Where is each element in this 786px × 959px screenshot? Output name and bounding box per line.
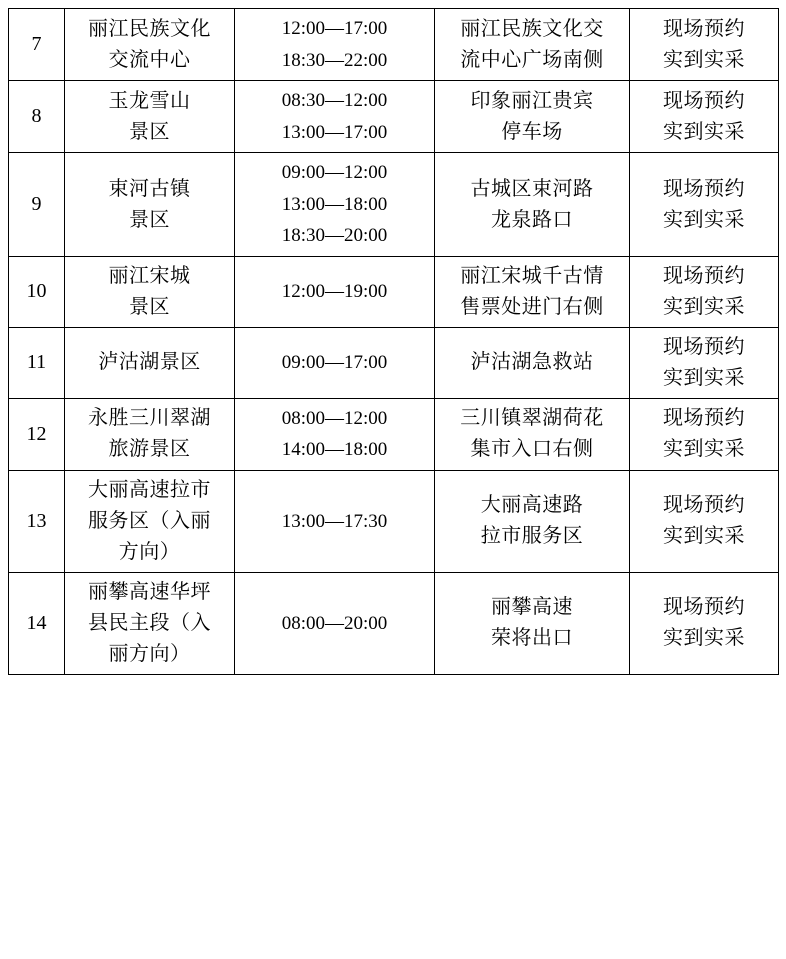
service-time [235, 327, 435, 398]
row-index: 9 [9, 153, 65, 257]
remark-line: 实到实采 [663, 627, 745, 650]
point-name-line: 景区 [129, 295, 170, 318]
remark [630, 153, 779, 257]
point-name-line: 束河古镇 [108, 177, 191, 200]
point-name-line: 丽江宋城 [108, 264, 191, 287]
point-name [65, 398, 235, 470]
point-name-line: 丽江民族文化 [88, 17, 211, 40]
remark [630, 470, 779, 572]
point-name [65, 327, 235, 398]
service-time-line: 09:00—17:00 [281, 352, 388, 374]
point-name-line: 泸沽湖景区 [98, 351, 201, 374]
service-time-line: 08:00—12:00 [281, 407, 388, 429]
table-body [9, 9, 779, 675]
remark [630, 398, 779, 470]
service-time-line: 12:00—19:00 [281, 281, 388, 303]
point-name [65, 256, 235, 327]
remark-line: 现场预约 [663, 596, 745, 619]
service-time [235, 256, 435, 327]
row-index: 8 [9, 81, 65, 153]
point-name-line: 方向） [118, 540, 181, 563]
remark-line: 实到实采 [663, 48, 745, 71]
remark-line: 实到实采 [663, 120, 745, 143]
location-line: 荣将出口 [491, 627, 573, 650]
location-line: 古城区束河路 [470, 177, 594, 200]
remark-line: 现场预约 [663, 494, 745, 517]
remark-line: 现场预约 [663, 177, 745, 200]
point-name-line: 景区 [129, 120, 170, 143]
point-name-line: 丽攀高速华坪 [88, 580, 211, 603]
location-line: 售票处进门右侧 [460, 295, 604, 318]
location [435, 470, 630, 572]
location [435, 9, 630, 81]
row-index: 10 [9, 256, 65, 327]
remark [630, 81, 779, 153]
point-name [65, 572, 235, 674]
remark-line: 现场预约 [663, 264, 745, 287]
service-time [235, 81, 435, 153]
location [435, 572, 630, 674]
point-name-line: 丽方向） [108, 642, 191, 665]
remark-line: 实到实采 [663, 295, 745, 318]
point-name-line: 服务区（入丽 [88, 509, 211, 532]
table-row [9, 470, 779, 572]
point-name [65, 153, 235, 257]
table-row [9, 256, 779, 327]
location-line: 丽江宋城千古情 [460, 264, 604, 287]
remark-line: 实到实采 [663, 366, 745, 389]
table-row [9, 572, 779, 674]
remark-line: 现场预约 [663, 89, 745, 112]
service-time-line: 08:30—12:00 [281, 90, 388, 112]
location-line: 大丽高速路 [480, 494, 584, 517]
point-name-line: 景区 [129, 208, 170, 231]
location-line: 泸沽湖急救站 [470, 351, 594, 374]
table-row [9, 81, 779, 153]
remark [630, 9, 779, 81]
row-index: 7 [9, 9, 65, 81]
location-line: 流中心广场南侧 [460, 48, 604, 71]
remark-line: 实到实采 [663, 208, 745, 231]
service-time [235, 9, 435, 81]
service-time-line: 08:00—20:00 [281, 612, 388, 634]
row-index: 12 [9, 398, 65, 470]
service-time-line: 18:30—22:00 [281, 49, 388, 71]
remark [630, 327, 779, 398]
remark-line: 实到实采 [663, 438, 745, 461]
service-time-line: 13:00—17:30 [281, 510, 388, 532]
location-line: 龙泉路口 [491, 208, 573, 231]
table-row [9, 398, 779, 470]
row-index: 11 [9, 327, 65, 398]
remark [630, 256, 779, 327]
remark [630, 572, 779, 674]
row-index: 14 [9, 572, 65, 674]
location [435, 256, 630, 327]
table-row [9, 9, 779, 81]
location [435, 153, 630, 257]
point-name-line: 交流中心 [108, 48, 191, 71]
service-time-line: 18:30—20:00 [281, 225, 388, 247]
service-time [235, 153, 435, 257]
service-time-line: 13:00—17:00 [281, 121, 388, 143]
table-row [9, 327, 779, 398]
service-time-line: 12:00—17:00 [281, 18, 388, 39]
point-name-line: 旅游景区 [108, 438, 191, 461]
location [435, 398, 630, 470]
remark-line: 现场预约 [663, 17, 745, 40]
table-row [9, 153, 779, 257]
row-index: 13 [9, 470, 65, 572]
location-line: 丽攀高速 [491, 596, 573, 619]
service-time [235, 470, 435, 572]
service-points-table [8, 8, 779, 675]
remark-line: 现场预约 [663, 407, 745, 430]
remark-line: 现场预约 [663, 335, 745, 358]
location [435, 327, 630, 398]
point-name-line: 大丽高速拉市 [88, 478, 211, 501]
location-line: 三川镇翠湖荷花 [460, 407, 604, 430]
location [435, 81, 630, 153]
location-line: 拉市服务区 [480, 525, 584, 548]
service-time-line: 09:00—12:00 [281, 162, 388, 184]
point-name-line: 玉龙雪山 [108, 89, 191, 112]
location-line: 停车场 [501, 120, 563, 143]
point-name [65, 81, 235, 153]
location-line: 丽江民族文化交 [460, 17, 604, 40]
point-name-line: 永胜三川翠湖 [88, 407, 211, 430]
point-name [65, 470, 235, 572]
service-time-line: 13:00—18:00 [281, 193, 388, 215]
point-name-line: 县民主段（入 [88, 611, 211, 634]
location-line: 集市入口右侧 [470, 438, 594, 461]
location-line: 印象丽江贵宾 [470, 89, 594, 112]
point-name [65, 9, 235, 81]
service-time-line: 14:00—18:00 [281, 439, 388, 461]
remark-line: 实到实采 [663, 525, 745, 548]
service-time [235, 572, 435, 674]
service-time [235, 398, 435, 470]
